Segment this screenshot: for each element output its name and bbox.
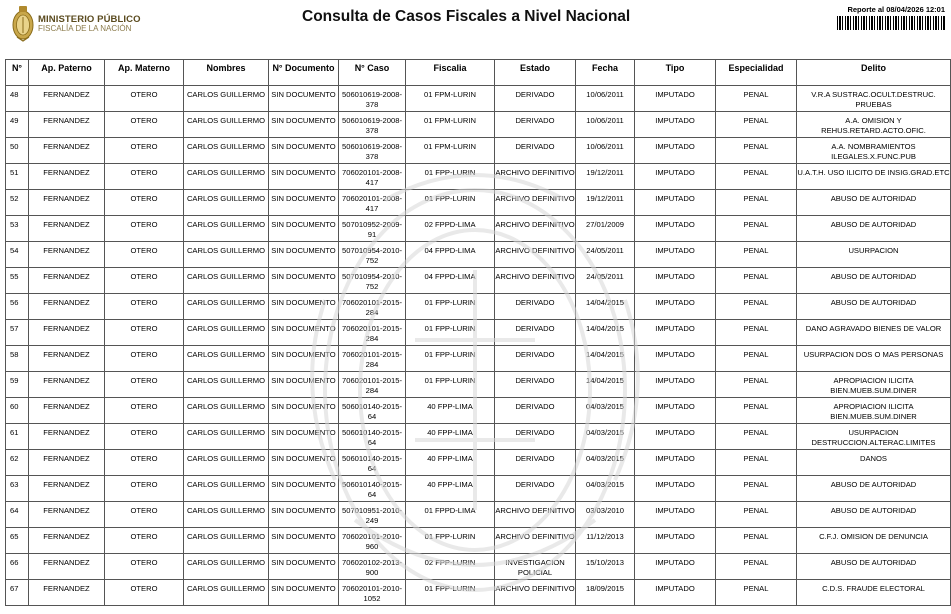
tipo-cell: IMPUTADO [635,398,716,424]
numero-caso-cell: 706020101-2010-960 [339,528,406,554]
delito-cell: USURPACION DESTRUCCION.ALTERAC.LIMITES [797,424,951,450]
fiscalia-cell: 02 FPP-LURIN [406,554,495,580]
nombres-cell: CARLOS GUILLERMO [184,424,269,450]
row-number-cell: 67 [6,580,29,606]
fecha-cell: 04/03/2015 [576,476,635,502]
row-number-cell: 48 [6,86,29,112]
numero-caso-cell: 706020102-2013-900 [339,554,406,580]
estado-cell: ARCHIVO DEFINITIVO [495,580,576,606]
row-number-cell: 63 [6,476,29,502]
fecha-cell: 11/12/2013 [576,528,635,554]
fecha-cell: 24/05/2011 [576,242,635,268]
fiscalia-cell: 01 FPP-LURIN [406,190,495,216]
numero-caso-cell: 706020101-2015-284 [339,320,406,346]
numero-caso-cell: 506010140-2015-64 [339,398,406,424]
fecha-cell: 10/06/2011 [576,86,635,112]
row-number-cell: 51 [6,164,29,190]
documento-cell: SIN DOCUMENTO [269,554,339,580]
tipo-cell: IMPUTADO [635,476,716,502]
apellido-paterno-cell: FERNANDEZ [29,554,105,580]
estado-cell: ARCHIVO DEFINITIVO [495,242,576,268]
table-row [6,216,951,242]
apellido-paterno-cell: FERNANDEZ [29,190,105,216]
fecha-cell: 24/05/2011 [576,268,635,294]
page-title: Consulta de Casos Fiscales a Nivel Nacional [302,8,631,25]
delito-cell: ABUSO DE AUTORIDAD [797,294,951,320]
estado-cell: DERIVADO [495,320,576,346]
apellido-materno-cell: OTERO [105,424,184,450]
estado-cell: ARCHIVO DEFINITIVO [495,190,576,216]
fecha-cell: 04/03/2015 [576,424,635,450]
estado-cell: DERIVADO [495,398,576,424]
tipo-cell: IMPUTADO [635,580,716,606]
estado-cell: INVESTIGACION POLICIAL [495,554,576,580]
apellido-materno-cell: OTERO [105,372,184,398]
numero-caso-cell: 507010951-2010-249 [339,502,406,528]
especialidad-cell: PENAL [716,112,797,138]
tipo-cell: IMPUTADO [635,450,716,476]
fiscalia-cell: 01 FPP-LURIN [406,294,495,320]
nombres-cell: CARLOS GUILLERMO [184,502,269,528]
fiscalia-cell: 02 FPPD-LIMA [406,216,495,242]
apellido-paterno-cell: FERNANDEZ [29,86,105,112]
row-number-cell: 62 [6,450,29,476]
column-header: Delito [797,60,951,86]
estado-cell: DERIVADO [495,424,576,450]
apellido-materno-cell: OTERO [105,476,184,502]
table-row [6,502,951,528]
nombres-cell: CARLOS GUILLERMO [184,554,269,580]
numero-caso-cell: 506010140-2015-64 [339,424,406,450]
logo-title: MINISTERIO PÚBLICO [38,14,141,25]
especialidad-cell: PENAL [716,502,797,528]
nombres-cell: CARLOS GUILLERMO [184,190,269,216]
row-number-cell: 58 [6,346,29,372]
apellido-paterno-cell: FERNANDEZ [29,424,105,450]
tipo-cell: IMPUTADO [635,554,716,580]
fecha-cell: 15/10/2013 [576,554,635,580]
apellido-materno-cell: OTERO [105,554,184,580]
apellido-materno-cell: OTERO [105,450,184,476]
table-row [6,242,951,268]
row-number-cell: 53 [6,216,29,242]
column-header: N° Documento [269,60,339,86]
tipo-cell: IMPUTADO [635,242,716,268]
column-header: Especialidad [716,60,797,86]
apellido-paterno-cell: FERNANDEZ [29,164,105,190]
row-number-cell: 52 [6,190,29,216]
apellido-paterno-cell: FERNANDEZ [29,216,105,242]
apellido-paterno-cell: FERNANDEZ [29,138,105,164]
estado-cell: DERIVADO [495,346,576,372]
documento-cell: SIN DOCUMENTO [269,528,339,554]
fiscalia-cell: 01 FPP-LURIN [406,164,495,190]
especialidad-cell: PENAL [716,424,797,450]
nombres-cell: CARLOS GUILLERMO [184,476,269,502]
especialidad-cell: PENAL [716,190,797,216]
tipo-cell: IMPUTADO [635,502,716,528]
estado-cell: ARCHIVO DEFINITIVO [495,164,576,190]
numero-caso-cell: 706020101-2015-284 [339,372,406,398]
fiscalia-cell: 04 FPPD-LIMA [406,242,495,268]
tipo-cell: IMPUTADO [635,268,716,294]
apellido-paterno-cell: FERNANDEZ [29,450,105,476]
column-header: N° [6,60,29,86]
fiscalia-cell: 01 FPM-LURIN [406,112,495,138]
numero-caso-cell: 706020101-2010-1052 [339,580,406,606]
fecha-cell: 04/03/2015 [576,398,635,424]
column-header: N° Caso [339,60,406,86]
fiscalia-cell: 01 FPP-LURIN [406,580,495,606]
logo-subtitle: FISCALÍA DE LA NACIÓN [38,24,132,33]
estado-cell: DERIVADO [495,86,576,112]
fecha-cell: 14/04/2015 [576,346,635,372]
tipo-cell: IMPUTADO [635,216,716,242]
column-header: Tipo [635,60,716,86]
tipo-cell: IMPUTADO [635,86,716,112]
header-row [6,60,951,86]
table-row [6,580,951,606]
apellido-paterno-cell: FERNANDEZ [29,346,105,372]
crest-icon [10,3,36,43]
documento-cell: SIN DOCUMENTO [269,320,339,346]
nombres-cell: CARLOS GUILLERMO [184,346,269,372]
numero-caso-cell: 706020101-2015-284 [339,346,406,372]
documento-cell: SIN DOCUMENTO [269,112,339,138]
tipo-cell: IMPUTADO [635,320,716,346]
row-number-cell: 49 [6,112,29,138]
table-row [6,554,951,580]
row-number-cell: 59 [6,372,29,398]
nombres-cell: CARLOS GUILLERMO [184,580,269,606]
nombres-cell: CARLOS GUILLERMO [184,86,269,112]
fecha-cell: 14/04/2015 [576,294,635,320]
fecha-cell: 27/01/2009 [576,216,635,242]
delito-cell: USURPACION [797,242,951,268]
report-stamp [835,5,945,30]
row-number-cell: 56 [6,294,29,320]
tipo-cell: IMPUTADO [635,112,716,138]
apellido-materno-cell: OTERO [105,190,184,216]
nombres-cell: CARLOS GUILLERMO [184,164,269,190]
column-header: Nombres [184,60,269,86]
ministerio-publico-logo [10,3,140,43]
delito-cell: C.D.S. FRAUDE ELECTORAL [797,580,951,606]
documento-cell: SIN DOCUMENTO [269,268,339,294]
table-row [6,372,951,398]
numero-caso-cell: 506010140-2015-64 [339,450,406,476]
estado-cell: DERIVADO [495,450,576,476]
apellido-paterno-cell: FERNANDEZ [29,372,105,398]
documento-cell: SIN DOCUMENTO [269,190,339,216]
fiscalia-cell: 01 FPP-LURIN [406,346,495,372]
apellido-paterno-cell: FERNANDEZ [29,268,105,294]
nombres-cell: CARLOS GUILLERMO [184,372,269,398]
apellido-paterno-cell: FERNANDEZ [29,320,105,346]
row-number-cell: 61 [6,424,29,450]
fiscalia-cell: 01 FPP-LURIN [406,528,495,554]
fiscalia-cell: 40 FPP-LIMA [406,450,495,476]
cases-table [5,59,951,606]
especialidad-cell: PENAL [716,268,797,294]
estado-cell: DERIVADO [495,138,576,164]
fiscalia-cell: 01 FPPD-LIMA [406,502,495,528]
documento-cell: SIN DOCUMENTO [269,476,339,502]
delito-cell: ABUSO DE AUTORIDAD [797,554,951,580]
apellido-materno-cell: OTERO [105,346,184,372]
numero-caso-cell: 706020101-2008-417 [339,190,406,216]
fecha-cell: 19/12/2011 [576,190,635,216]
numero-caso-cell: 507010954-2010-752 [339,268,406,294]
fecha-cell: 10/06/2011 [576,112,635,138]
numero-caso-cell: 507010952-2009-91 [339,216,406,242]
apellido-materno-cell: OTERO [105,268,184,294]
documento-cell: SIN DOCUMENTO [269,450,339,476]
delito-cell: C.F.J. OMISION DE DENUNCIA [797,528,951,554]
apellido-paterno-cell: FERNANDEZ [29,476,105,502]
column-header: Ap. Paterno [29,60,105,86]
barcode [837,16,945,30]
estado-cell: ARCHIVO DEFINITIVO [495,268,576,294]
table-row [6,190,951,216]
nombres-cell: CARLOS GUILLERMO [184,216,269,242]
numero-caso-cell: 706020101-2015-284 [339,294,406,320]
apellido-paterno-cell: FERNANDEZ [29,294,105,320]
table-row [6,346,951,372]
column-header: Fecha [576,60,635,86]
apellido-materno-cell: OTERO [105,138,184,164]
tipo-cell: IMPUTADO [635,346,716,372]
table-row [6,320,951,346]
apellido-materno-cell: OTERO [105,294,184,320]
especialidad-cell: PENAL [716,86,797,112]
tipo-cell: IMPUTADO [635,190,716,216]
delito-cell: APROPIACION ILICITA BIEN.MUEB.SUM.DINER [797,372,951,398]
especialidad-cell: PENAL [716,242,797,268]
column-header: Ap. Materno [105,60,184,86]
row-number-cell: 66 [6,554,29,580]
numero-caso-cell: 506010619-2008-378 [339,86,406,112]
row-number-cell: 55 [6,268,29,294]
delito-cell: A.A. OMISION Y REHUS.RETARD.ACTO.OFIC. [797,112,951,138]
apellido-materno-cell: OTERO [105,112,184,138]
fecha-cell: 10/06/2011 [576,138,635,164]
column-header: Estado [495,60,576,86]
estado-cell: ARCHIVO DEFINITIVO [495,528,576,554]
nombres-cell: CARLOS GUILLERMO [184,242,269,268]
especialidad-cell: PENAL [716,398,797,424]
fecha-cell: 14/04/2015 [576,372,635,398]
tipo-cell: IMPUTADO [635,138,716,164]
table-row [6,424,951,450]
delito-cell: U.A.T.H. USO ILICITO DE INSIG.GRAD.ETC [797,164,951,190]
especialidad-cell: PENAL [716,346,797,372]
nombres-cell: CARLOS GUILLERMO [184,450,269,476]
especialidad-cell: PENAL [716,216,797,242]
apellido-materno-cell: OTERO [105,164,184,190]
documento-cell: SIN DOCUMENTO [269,294,339,320]
documento-cell: SIN DOCUMENTO [269,372,339,398]
especialidad-cell: PENAL [716,554,797,580]
especialidad-cell: PENAL [716,372,797,398]
nombres-cell: CARLOS GUILLERMO [184,528,269,554]
especialidad-cell: PENAL [716,294,797,320]
documento-cell: SIN DOCUMENTO [269,502,339,528]
estado-cell: DERIVADO [495,112,576,138]
table-row [6,450,951,476]
apellido-materno-cell: OTERO [105,320,184,346]
table-row [6,112,951,138]
fiscalia-cell: 01 FPP-LURIN [406,372,495,398]
documento-cell: SIN DOCUMENTO [269,346,339,372]
nombres-cell: CARLOS GUILLERMO [184,112,269,138]
numero-caso-cell: 507010954-2010-752 [339,242,406,268]
tipo-cell: IMPUTADO [635,372,716,398]
delito-cell: ABUSO DE AUTORIDAD [797,216,951,242]
apellido-materno-cell: OTERO [105,528,184,554]
especialidad-cell: PENAL [716,528,797,554]
table-row [6,528,951,554]
apellido-materno-cell: OTERO [105,502,184,528]
apellido-paterno-cell: FERNANDEZ [29,242,105,268]
column-header: Fiscalia [406,60,495,86]
table-header [6,60,951,86]
documento-cell: SIN DOCUMENTO [269,86,339,112]
tipo-cell: IMPUTADO [635,164,716,190]
tipo-cell: IMPUTADO [635,528,716,554]
apellido-materno-cell: OTERO [105,86,184,112]
fiscalia-cell: 04 FPPD-LIMA [406,268,495,294]
fiscalia-cell: 40 FPP-LIMA [406,476,495,502]
nombres-cell: CARLOS GUILLERMO [184,320,269,346]
delito-cell: ABUSO DE AUTORIDAD [797,268,951,294]
nombres-cell: CARLOS GUILLERMO [184,268,269,294]
estado-cell: DERIVADO [495,372,576,398]
report-date: Reporte al 08/04/2026 12:01 [847,5,945,14]
row-number-cell: 65 [6,528,29,554]
table-row [6,86,951,112]
apellido-paterno-cell: FERNANDEZ [29,580,105,606]
especialidad-cell: PENAL [716,164,797,190]
row-number-cell: 64 [6,502,29,528]
row-number-cell: 57 [6,320,29,346]
estado-cell: DERIVADO [495,294,576,320]
estado-cell: ARCHIVO DEFINITIVO [495,216,576,242]
especialidad-cell: PENAL [716,580,797,606]
nombres-cell: CARLOS GUILLERMO [184,294,269,320]
delito-cell: ABUSO DE AUTORIDAD [797,502,951,528]
apellido-materno-cell: OTERO [105,580,184,606]
apellido-materno-cell: OTERO [105,216,184,242]
documento-cell: SIN DOCUMENTO [269,242,339,268]
fecha-cell: 04/03/2015 [576,450,635,476]
documento-cell: SIN DOCUMENTO [269,164,339,190]
nombres-cell: CARLOS GUILLERMO [184,138,269,164]
delito-cell: DANOS [797,450,951,476]
fecha-cell: 14/04/2015 [576,320,635,346]
table-row [6,138,951,164]
apellido-materno-cell: OTERO [105,242,184,268]
nombres-cell: CARLOS GUILLERMO [184,398,269,424]
table-row [6,268,951,294]
especialidad-cell: PENAL [716,476,797,502]
row-number-cell: 50 [6,138,29,164]
fecha-cell: 03/03/2010 [576,502,635,528]
table-row [6,476,951,502]
especialidad-cell: PENAL [716,138,797,164]
row-number-cell: 54 [6,242,29,268]
documento-cell: SIN DOCUMENTO [269,398,339,424]
especialidad-cell: PENAL [716,450,797,476]
numero-caso-cell: 706020101-2008-417 [339,164,406,190]
apellido-paterno-cell: FERNANDEZ [29,398,105,424]
apellido-paterno-cell: FERNANDEZ [29,112,105,138]
delito-cell: USURPACION DOS O MAS PERSONAS [797,346,951,372]
tipo-cell: IMPUTADO [635,424,716,450]
table-body [6,86,951,606]
delito-cell: DANO AGRAVADO BIENES DE VALOR [797,320,951,346]
estado-cell: ARCHIVO DEFINITIVO [495,502,576,528]
delito-cell: ABUSO DE AUTORIDAD [797,190,951,216]
fiscalia-cell: 01 FPM-LURIN [406,86,495,112]
fiscalia-cell: 40 FPP-LIMA [406,424,495,450]
table-row [6,398,951,424]
table-row [6,164,951,190]
report-header [0,0,951,46]
delito-cell: ABUSO DE AUTORIDAD [797,476,951,502]
tipo-cell: IMPUTADO [635,294,716,320]
delito-cell: A.A. NOMBRAMIENTOS ILEGALES.X.FUNC.PUB [797,138,951,164]
documento-cell: SIN DOCUMENTO [269,424,339,450]
fiscalia-cell: 01 FPM-LURIN [406,138,495,164]
fecha-cell: 18/09/2015 [576,580,635,606]
row-number-cell: 60 [6,398,29,424]
documento-cell: SIN DOCUMENTO [269,580,339,606]
apellido-paterno-cell: FERNANDEZ [29,502,105,528]
numero-caso-cell: 506010619-2008-378 [339,112,406,138]
fiscalia-cell: 40 FPP-LIMA [406,398,495,424]
apellido-paterno-cell: FERNANDEZ [29,528,105,554]
numero-caso-cell: 506010619-2008-378 [339,138,406,164]
documento-cell: SIN DOCUMENTO [269,138,339,164]
fiscalia-cell: 01 FPP-LURIN [406,320,495,346]
table-row [6,294,951,320]
fecha-cell: 19/12/2011 [576,164,635,190]
delito-cell: APROPIACION ILICITA BIEN.MUEB.SUM.DINER [797,398,951,424]
apellido-materno-cell: OTERO [105,398,184,424]
delito-cell: V.R.A SUSTRAC.OCULT.DESTRUC. PRUEBAS [797,86,951,112]
documento-cell: SIN DOCUMENTO [269,216,339,242]
especialidad-cell: PENAL [716,320,797,346]
numero-caso-cell: 506010140-2015-64 [339,476,406,502]
estado-cell: DERIVADO [495,476,576,502]
